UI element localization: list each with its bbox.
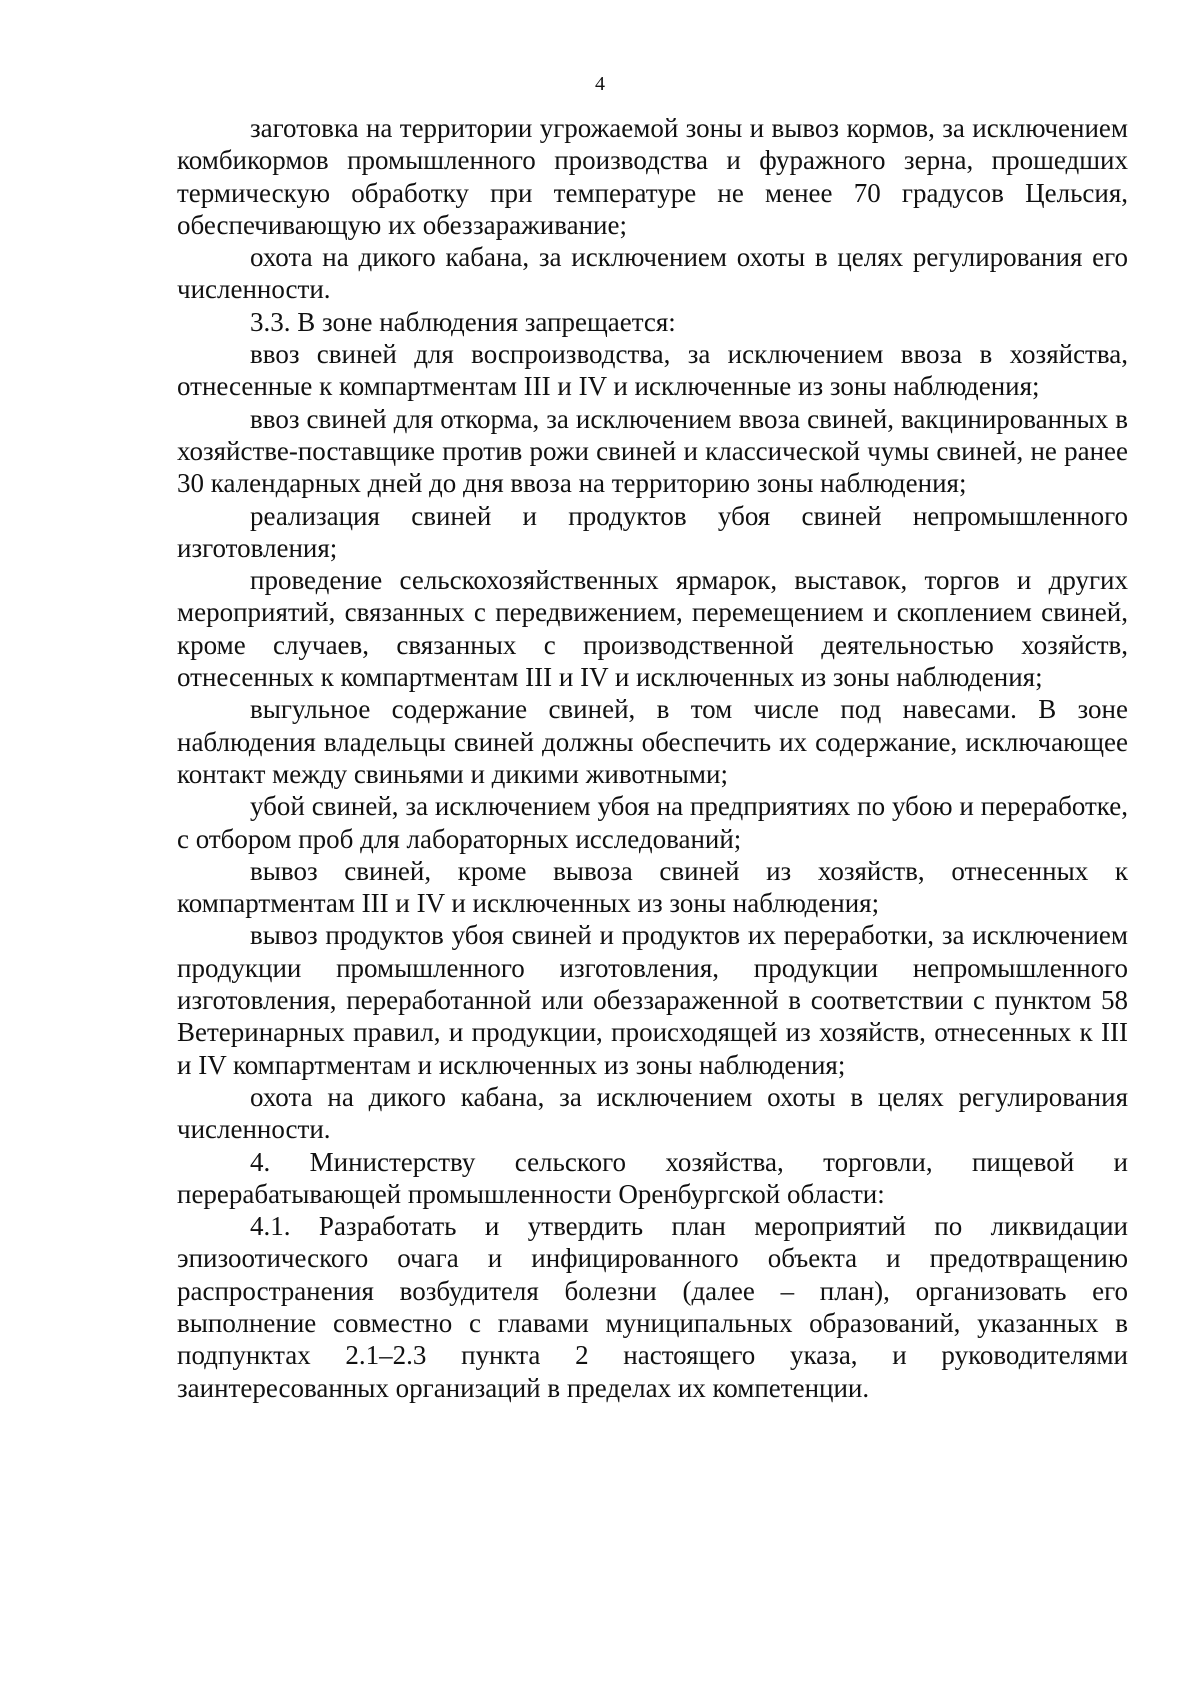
paragraph-boar-hunting-observation: охота на дикого кабана, за исключением охоты в целях регулирования численности. <box>177 1081 1128 1145</box>
paragraph-feed-harvest: заготовка на территории угрожаемой зоны и вывоз кормов, за исключением комбикормов промышленного производства и фуражного зерна, прошедших термическую обработку при температуре не менее 70 градусов Цельсия, обеспечивающую их обеззараживание; <box>177 113 1128 240</box>
paragraph-fairs: проведение сельскохозяйственных ярмарок, выставок, торгов и других мероприятий, связанных с передвижением, перемещением и скоплением свиней, кроме случаев, связанных с производственной деятельностью хозяйств, отнесенных к компартментам III и IV и исключенных из зоны наблюдения; <box>177 565 1128 693</box>
paragraph-section-4: 4. Министерству сельского хозяйства, торговли, пищевой и перерабатывающей промышленности Оренбургской области: <box>177 1146 1128 1209</box>
paragraph-section-3-3: 3.3. В зоне наблюдения запрещается: <box>250 306 676 337</box>
paragraph-breeding-import: ввоз свиней для воспроизводства, за исключением ввоза в хозяйства, отнесенные к компартментам III и IV и исключенные из зоны наблюдения; <box>177 339 1128 402</box>
paragraph-boar-hunting: охота на дикого кабана, за исключением охоты в целях регулирования его численности. <box>177 242 1128 305</box>
paragraph-free-range: выгульное содержание свиней, в том числе под навесами. В зоне наблюдения владельцы свиней должны обеспечить их содержание, исключающее контакт между свиньями и дикими животными; <box>177 694 1128 789</box>
paragraph-pig-sales: реализация свиней и продуктов убоя свиней непромышленного изготовления; <box>177 500 1128 563</box>
paragraph-slaughter: убой свиней, за исключением убоя на предприятиях по убою и переработке, с отбором проб для лабораторных исследований; <box>177 791 1128 854</box>
document-body <box>177 112 1128 1404</box>
paragraph-section-4-1: 4.1. Разработать и утвердить план мероприятий по ликвидации эпизоотического очага и инфицированного объекта и предотвращению распространения возбудителя болезни (далее – план), организовать его выполнение совместно с главами муниципальных образований, указанных в подпунктах 2.1–2.3 пункта 2 настоящего указа, и руководителями заинтересованных организаций в пределах их компетенции. <box>177 1211 1128 1403</box>
page-number: 4 <box>595 73 605 95</box>
paragraph-fattening-import: ввоз свиней для откорма, за исключением ввоза свиней, вакцинированных в хозяйстве-поставщике против рожи свиней и классической чумы свиней, не ранее 30 календарных дней до дня ввоза на территорию зоны наблюдения; <box>177 403 1128 499</box>
paragraph-pig-export: вывоз свиней, кроме вывоза свиней из хозяйств, отнесенных к компартментам III и IV и исключенных из зоны наблюдения; <box>177 855 1128 919</box>
paragraph-product-export: вывоз продуктов убоя свиней и продуктов их переработки, за исключением продукции промышленного изготовления, продукции непромышленного изготовления, переработанной или обеззараженной в соответствии с пунктом 58 Ветеринарных правил, и продукции, происходящей из хозяйств, отнесенных к III и IV компартментам и исключенных из зоны наблюдения; <box>177 920 1128 1080</box>
